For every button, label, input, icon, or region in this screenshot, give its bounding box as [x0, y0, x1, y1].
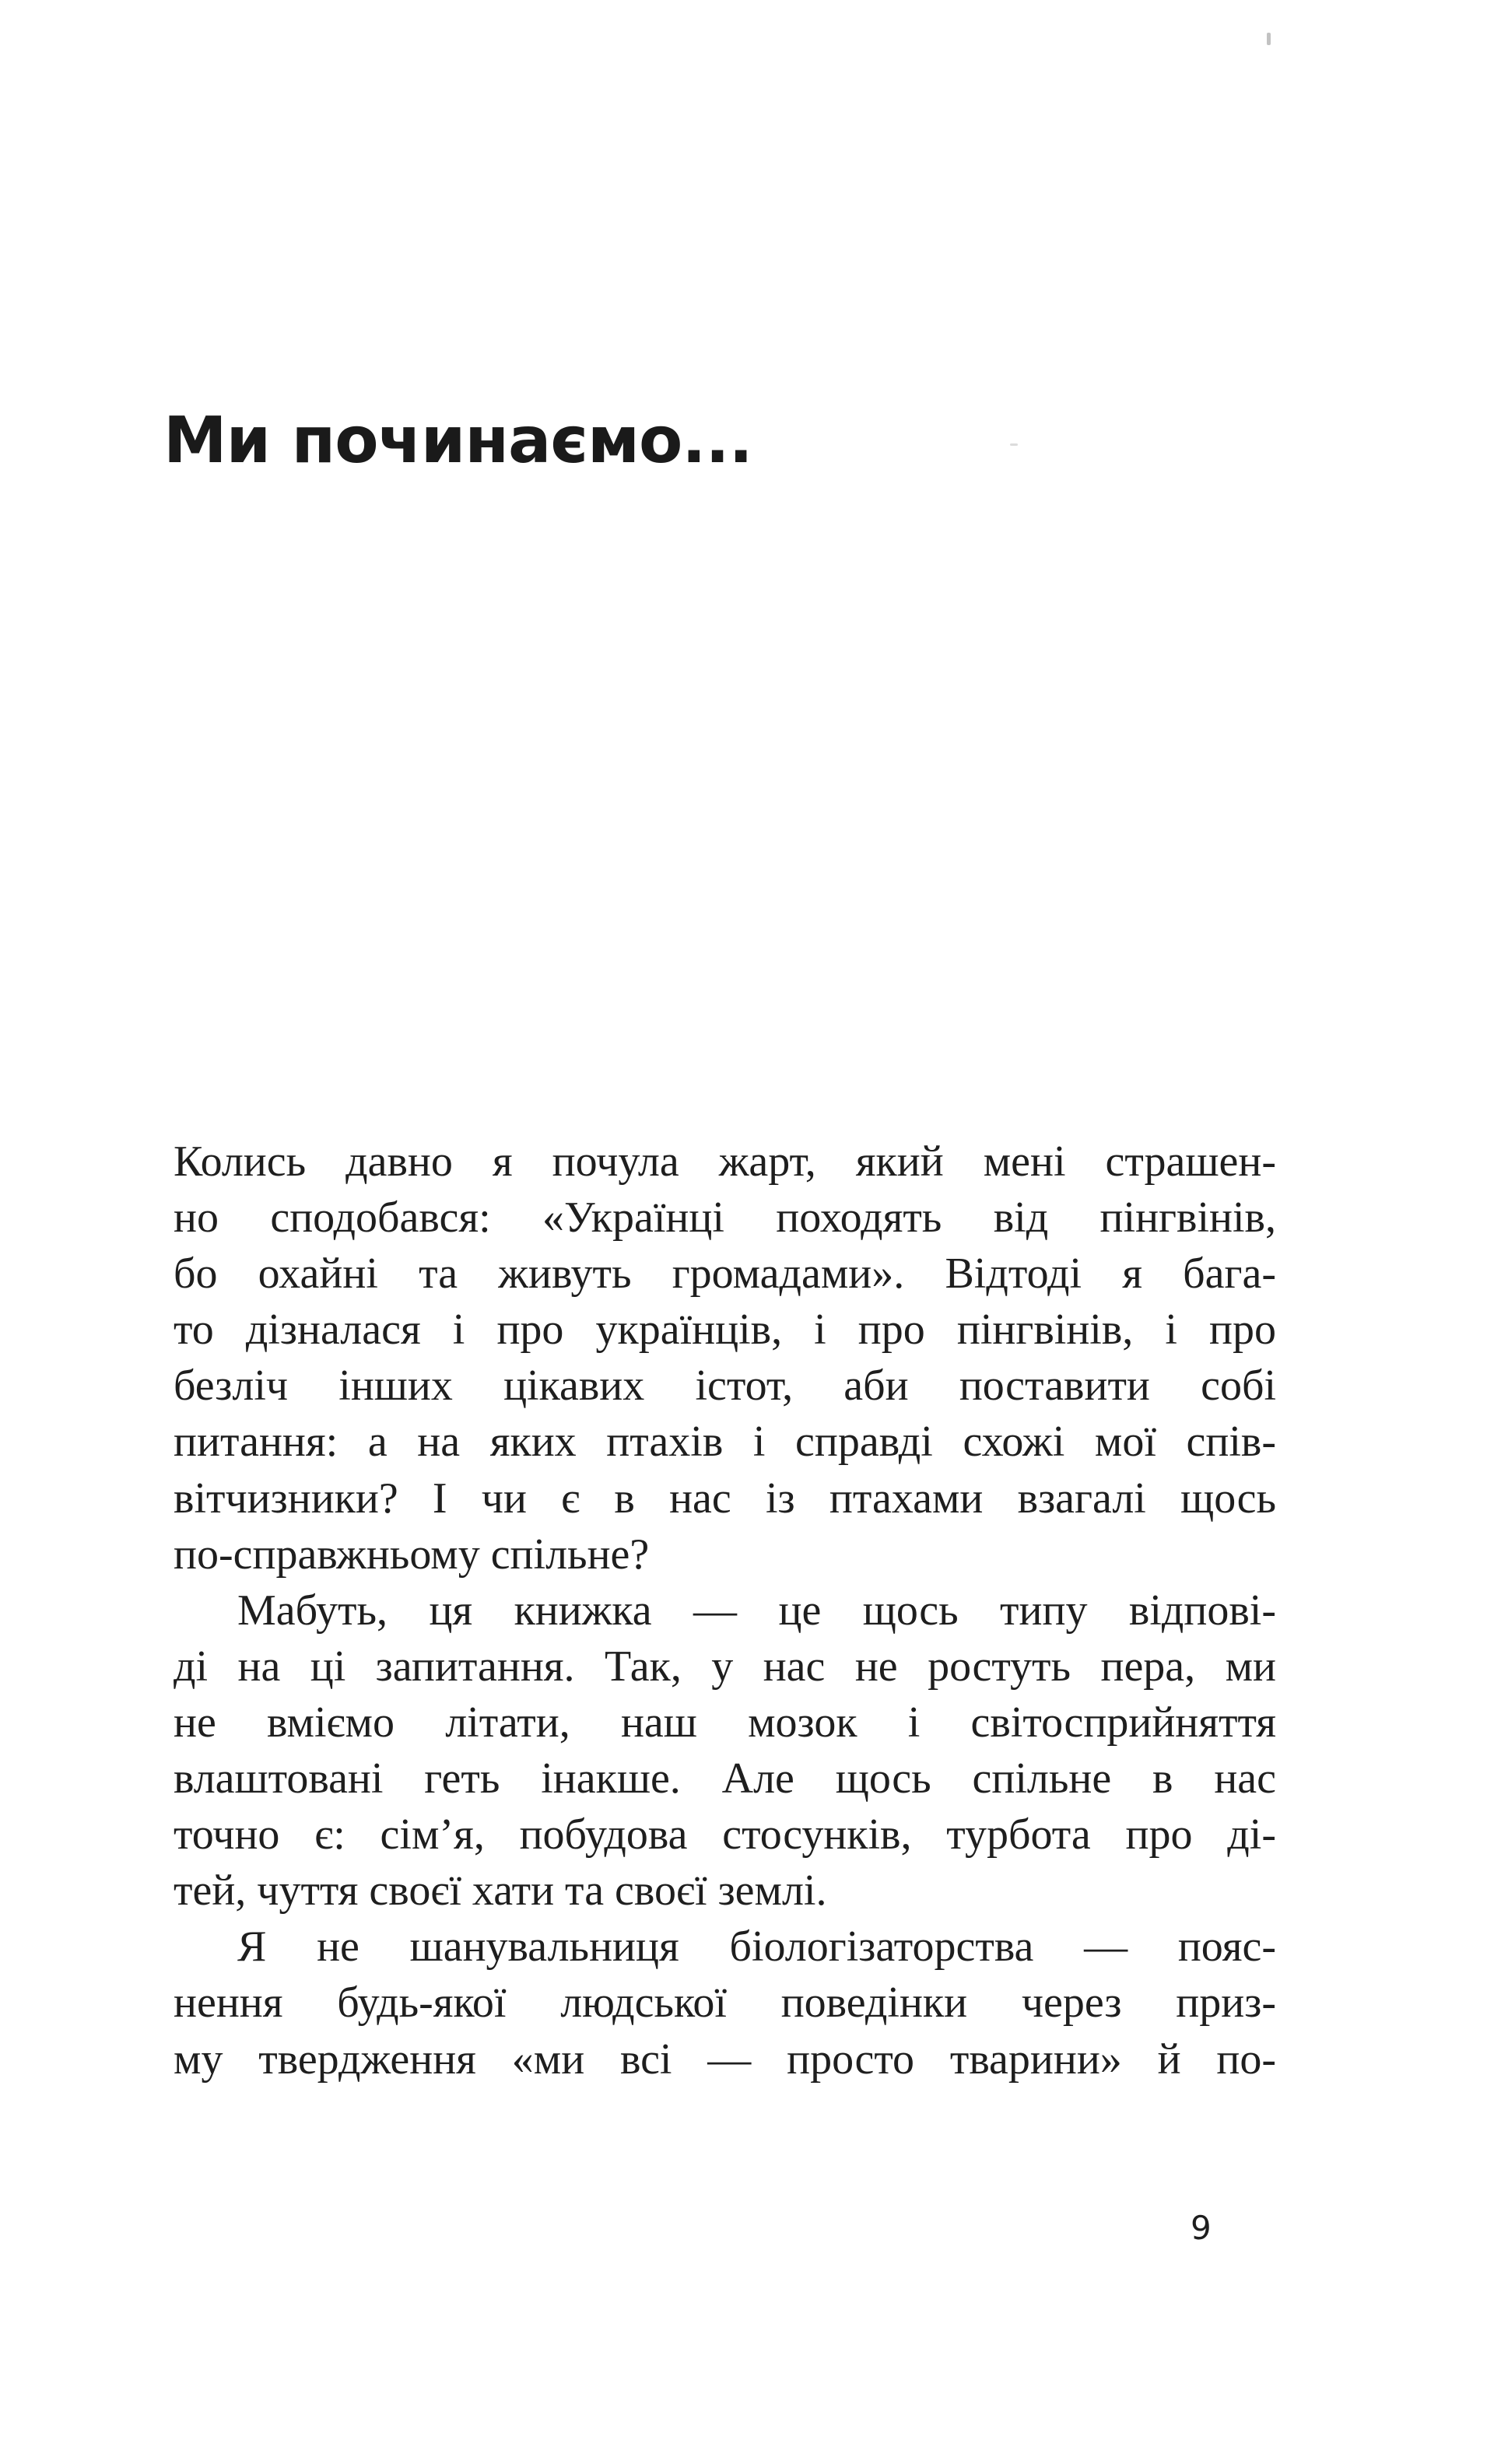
scan-speck — [1010, 443, 1018, 446]
paragraph-3 — [174, 1919, 1276, 2087]
text-line: нення будь-якої людської поведінки через приз- — [174, 1979, 1276, 2028]
text-line: но сподобався: «Українці походять від пінгвінів, — [174, 1193, 1276, 1243]
text-line: Я не шанувальниця біологізаторства — пояс- — [237, 1922, 1276, 1972]
text-line: ді на ці запитання. Так, у нас не ростуть пера, ми — [174, 1642, 1276, 1691]
page-number: 9 — [1191, 2209, 1212, 2247]
body-text — [174, 1134, 1276, 2087]
text-line: то дізналася і про українців, і про пінгвінів, і про — [174, 1306, 1276, 1355]
text-line: бо охайні та живуть громадами». Відтоді я бага- — [174, 1250, 1276, 1299]
text-line: му твердження «ми всі — просто тварини» й по- — [174, 2035, 1276, 2084]
text-line: точно є: сім’я, побудова стосунків, турбота про ді- — [174, 1810, 1276, 1859]
text-line: безліч інших цікавих істот, аби поставити собі — [174, 1362, 1276, 1411]
text-line: не вміємо літати, наш мозок і світосприйняття — [174, 1698, 1276, 1747]
paragraph-1 — [174, 1134, 1276, 1582]
paragraph-2 — [174, 1582, 1276, 1919]
text-line: влаштовані геть інакше. Але щось спільне в нас — [174, 1754, 1276, 1803]
text-line: по-справжньому спільне? — [174, 1530, 650, 1579]
text-line: вітчизники? І чи є в нас із птахами взагалі щось — [174, 1474, 1276, 1523]
chapter-title: Ми починаємо... — [163, 404, 752, 478]
scan-speck — [1267, 33, 1271, 45]
text-line: Колись давно я почула жарт, який мені страшен- — [174, 1137, 1276, 1186]
text-line: тей, чуття своєї хати та своєї землі. — [174, 1866, 827, 1915]
text-line: питання: а на яких птахів і справді схожі мої спів- — [174, 1418, 1276, 1467]
text-line: Мабуть, ця книжка — це щось типу відпові- — [237, 1586, 1276, 1635]
